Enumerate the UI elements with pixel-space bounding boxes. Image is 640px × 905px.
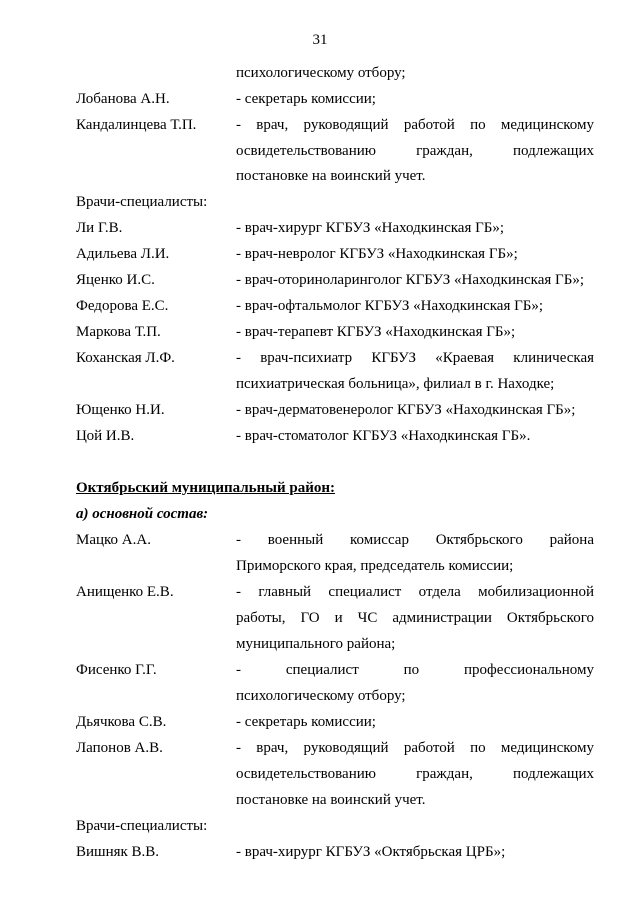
member-name: Анищенко Е.В. <box>76 584 174 600</box>
member-name: Цой И.В. <box>76 428 135 444</box>
member-name: Яценко И.С. <box>76 272 155 288</box>
district-heading-row <box>0 479 640 497</box>
member-row <box>0 401 640 419</box>
section-label <box>0 193 640 211</box>
member-row <box>0 661 640 679</box>
member-role: - врач-оториноларинголог КГБУЗ «Находкинская ГБ»; <box>236 272 584 288</box>
member-name: Маркова Т.П. <box>76 324 161 340</box>
member-role: - специалист по профессиональному <box>236 662 594 678</box>
member-name: Адильева Л.И. <box>76 246 170 262</box>
text-line <box>0 791 640 809</box>
member-row <box>0 90 640 108</box>
member-row <box>0 116 640 134</box>
member-name: Коханская Л.Ф. <box>76 350 175 366</box>
member-name: Вишняк В.В. <box>76 844 160 860</box>
member-role-cont: постановке на воинский учет. <box>236 168 426 184</box>
specialists-label: Врачи-специалисты: <box>76 194 208 210</box>
member-row <box>0 739 640 757</box>
text-line <box>0 687 640 705</box>
member-role: - врач, руководящий работой по медицинскому <box>236 740 594 756</box>
page-number: 31 <box>312 32 328 48</box>
member-row <box>0 843 640 861</box>
member-name: Дьячкова С.В. <box>76 714 167 730</box>
member-role-cont: Приморского края, председатель комиссии; <box>236 558 514 574</box>
member-role-cont: психиатрическая больница», филиал в г. Находке; <box>236 376 555 392</box>
member-role-cont: освидетельствованию граждан, подлежащих <box>236 766 594 782</box>
text-line <box>0 142 640 160</box>
text-line <box>0 635 640 653</box>
text-line <box>0 765 640 783</box>
text-line <box>0 557 640 575</box>
member-role: - врач-терапевт КГБУЗ «Находкинская ГБ»; <box>236 324 516 340</box>
member-role: - военный комиссар Октябрьского района <box>236 532 594 548</box>
member-name: Лобанова А.Н. <box>76 91 170 107</box>
member-role: - секретарь комиссии; <box>236 714 376 730</box>
member-row <box>0 219 640 237</box>
text-line <box>0 375 640 393</box>
continuation-text: психологическому отбору; <box>236 65 406 81</box>
member-role-cont: постановке на воинский учет. <box>236 792 426 808</box>
member-row <box>0 583 640 601</box>
member-name: Ющенко Н.И. <box>76 402 165 418</box>
member-role: - врач-офтальмолог КГБУЗ «Находкинская ГБ»; <box>236 298 544 314</box>
member-name: Мацко А.А. <box>76 532 151 548</box>
member-name: Федорова Е.С. <box>76 298 169 314</box>
member-name: Кандалинцева Т.П. <box>76 117 197 133</box>
member-row <box>0 245 640 263</box>
main-composition-label: а) основной состав: <box>76 506 209 522</box>
member-role: - врач-психиатр КГБУЗ «Краевая клиническая <box>236 350 594 366</box>
member-name: Ли Г.В. <box>76 220 123 236</box>
member-role: - врач, руководящий работой по медицинскому <box>236 117 594 133</box>
member-role: - главный специалист отдела мобилизационной <box>236 584 594 600</box>
member-role-cont: освидетельствованию граждан, подлежащих <box>236 143 594 159</box>
member-row <box>0 427 640 445</box>
member-role: - врач-хирург КГБУЗ «Находкинская ГБ»; <box>236 220 505 236</box>
district-heading: Октябрьский муниципальный район: <box>76 480 335 496</box>
section-label <box>0 817 640 835</box>
member-row <box>0 323 640 341</box>
text-line <box>0 64 640 82</box>
member-row <box>0 531 640 549</box>
member-row <box>0 713 640 731</box>
member-role-cont: работы, ГО и ЧС администрации Октябрьского <box>236 610 594 626</box>
member-role: - врач-невролог КГБУЗ «Находкинская ГБ»; <box>236 246 518 262</box>
text-line <box>0 609 640 627</box>
member-row <box>0 349 640 367</box>
member-role: - врач-стоматолог КГБУЗ «Находкинская ГБ». <box>236 428 531 444</box>
member-role: - врач-хирург КГБУЗ «Октябрьская ЦРБ»; <box>236 844 506 860</box>
composition-row <box>0 505 640 523</box>
member-row <box>0 297 640 315</box>
specialists-label: Врачи-специалисты: <box>76 818 208 834</box>
member-row <box>0 271 640 289</box>
text-line <box>0 167 640 185</box>
member-name: Фисенко Г.Г. <box>76 662 157 678</box>
member-role-cont: психологическому отбору; <box>236 688 406 704</box>
member-role: - секретарь комиссии; <box>236 91 376 107</box>
member-name: Лапонов А.В. <box>76 740 163 756</box>
member-role: - врач-дерматовенеролог КГБУЗ «Находкинская ГБ»; <box>236 402 576 418</box>
member-role-cont: муниципального района; <box>236 636 396 652</box>
